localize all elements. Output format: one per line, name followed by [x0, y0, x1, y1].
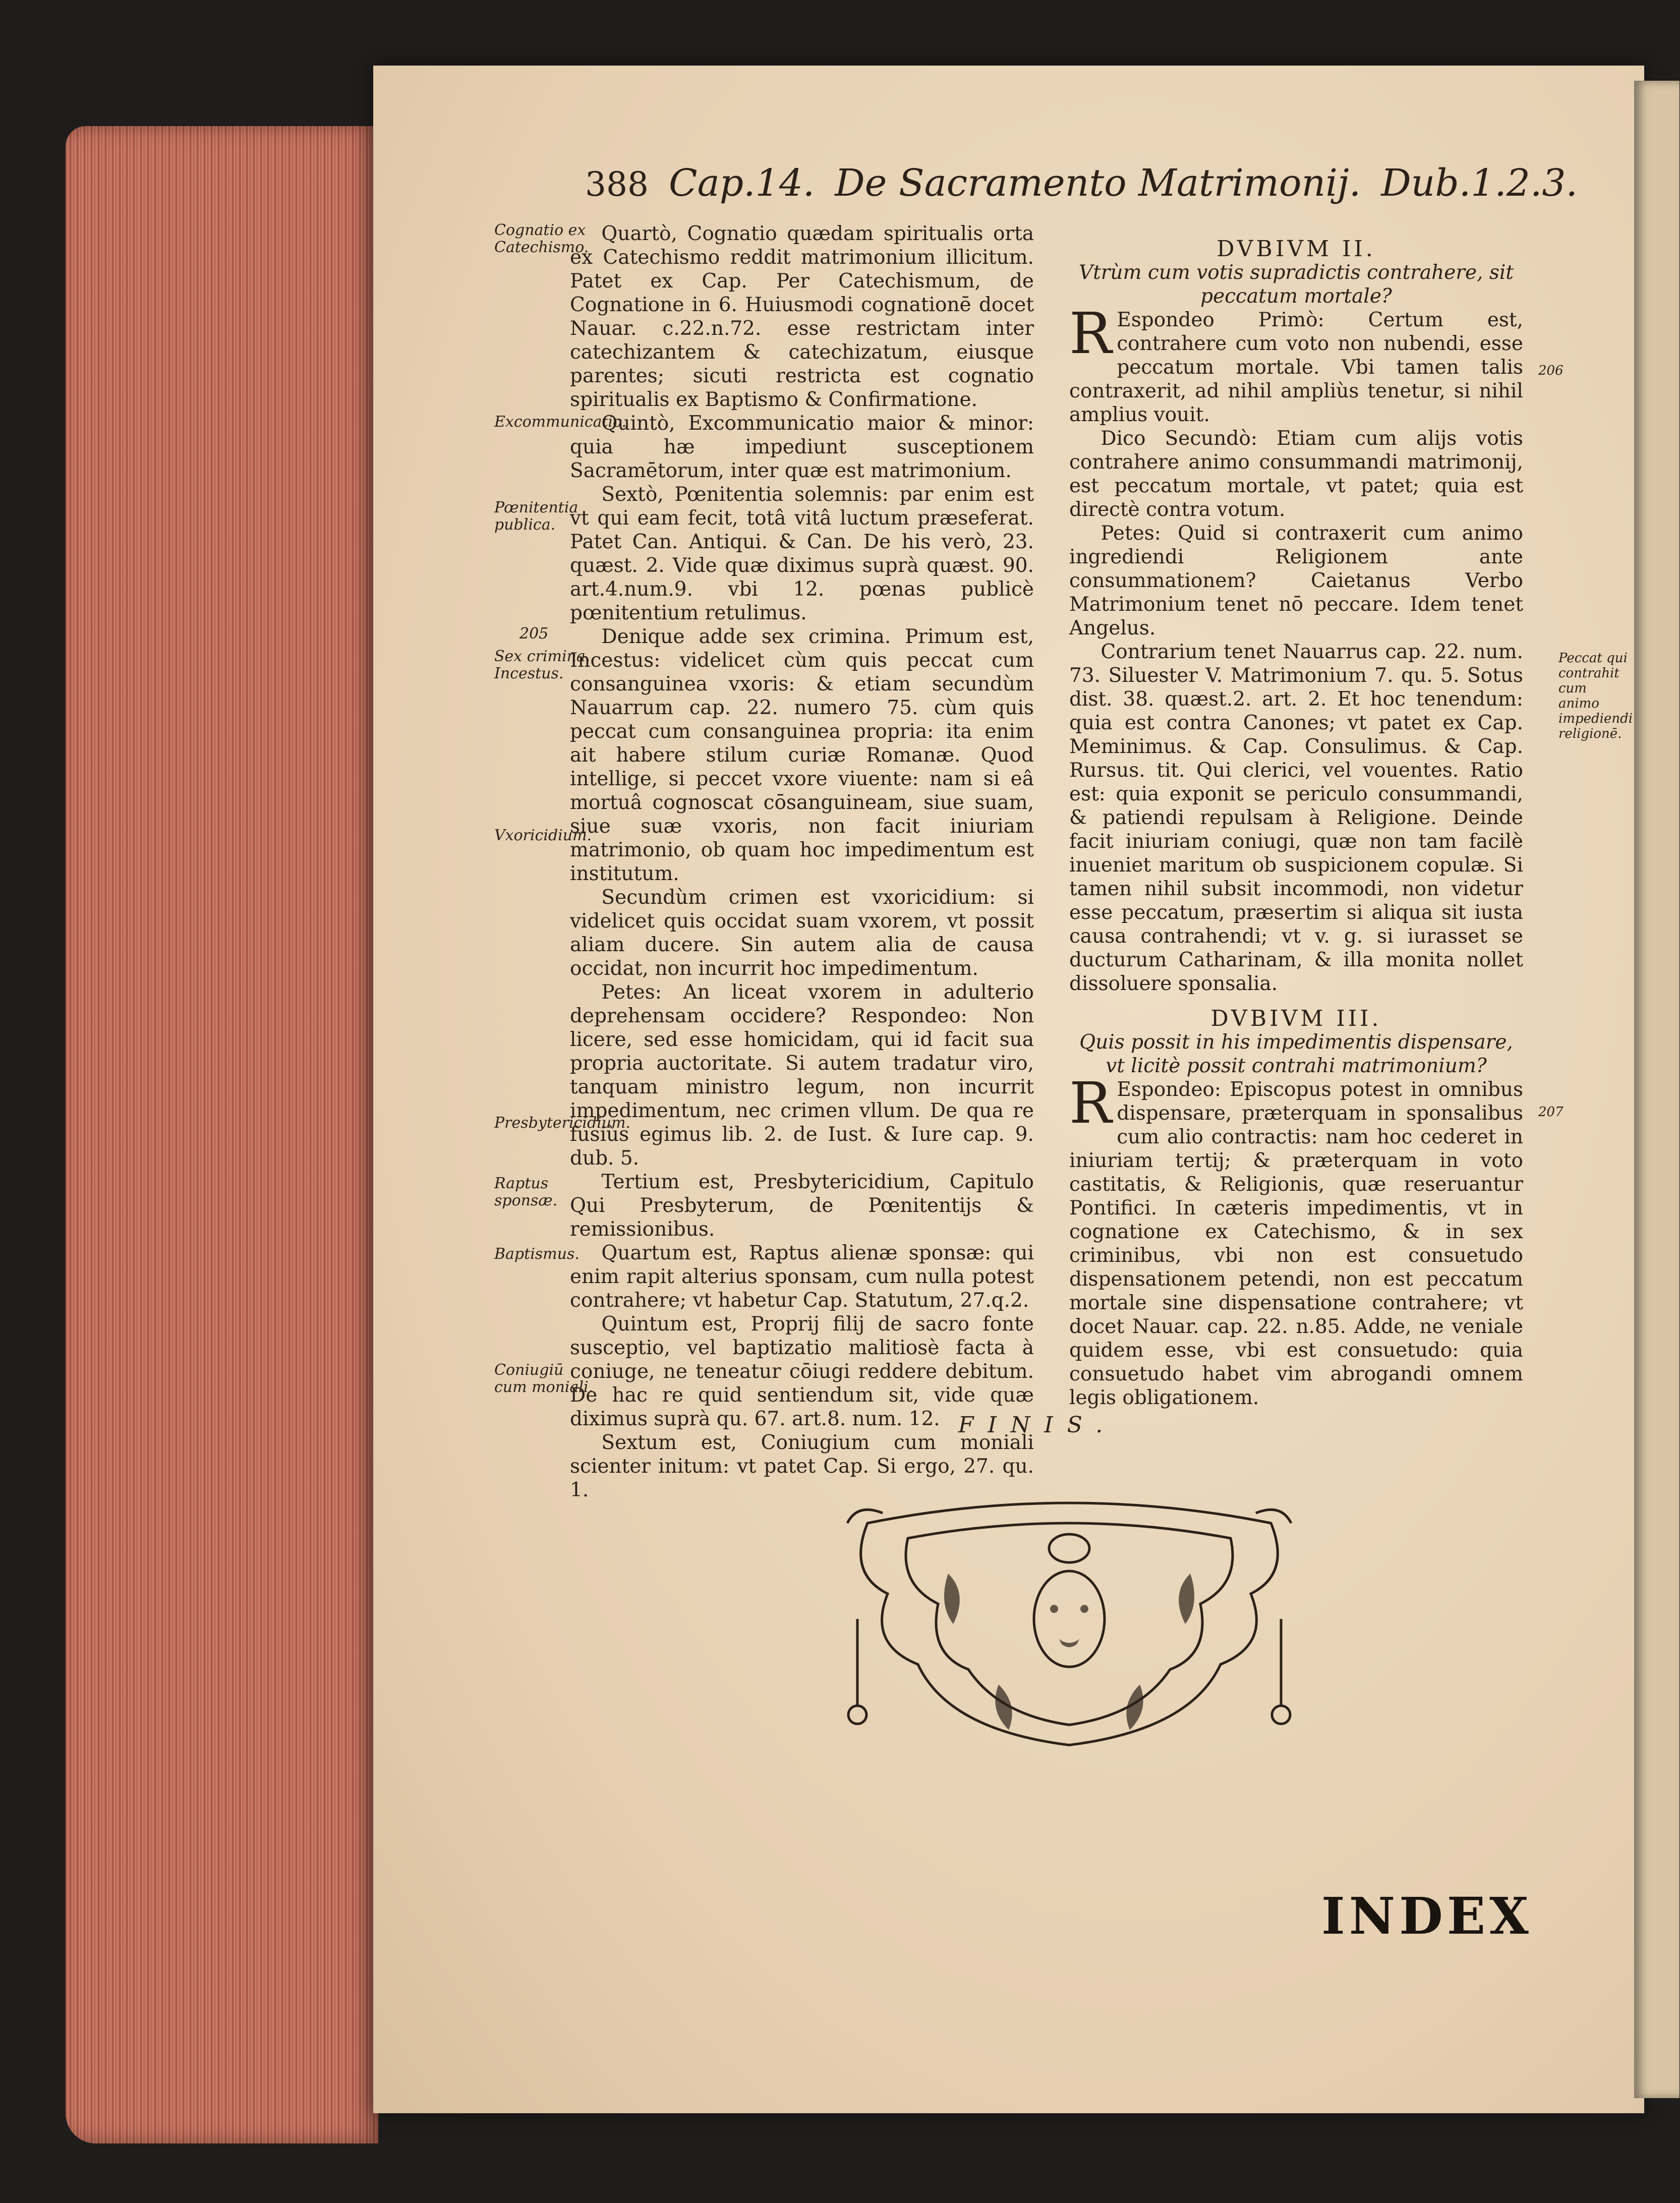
margin-note: Cognatio ex Catechismo.	[494, 221, 589, 256]
paragraph: Dico Secundò: Etiam cum alijs votis contrahere animo consummandi matrimonij, est peccatum mortale, vt patet; quia est directè contra votum.	[1069, 427, 1523, 521]
book-fore-edge	[66, 126, 378, 2143]
paragraph: Tertium est, Presbytericidium, Capitulo Qui Presbyterum, de Pœnitentijs & remissionibus.	[570, 1171, 1034, 1241]
margin-note: Excommunicatio.	[494, 413, 627, 431]
margin-note: Raptus sponsæ.	[494, 1175, 558, 1209]
drop-cap: R	[1069, 301, 1112, 367]
paragraph	[1069, 301, 1523, 427]
margin-note: Presbytericidium.	[494, 1114, 631, 1132]
paragraph: Quartum est, Raptus alienæ sponsæ: qui enim rapit alterius sponsam, cum nulla potest contrahere; vt habetur Cap. Statutum, 27.q.2.	[570, 1242, 1034, 1312]
paragraph: Petes: Quid si contraxerit cum animo ingrediendi Religionem ante consummationem? Caietanus Verbo Matrimonium tenet nō peccare. Idem tenet Angelus.	[1069, 522, 1523, 640]
paragraph: Petes: An liceat vxorem in adulterio deprehensam occidere? Respondeo: Non licere, sed esse homicidam, qui id facit sua propria auctoritate. Si autem tradatur viro, tanquam ministro legum, non incurrit impedimentum, nec crimen vllum. De qua re fusiùs egimus lib. 2. de Iust. & Iure cap. 9. dub. 5.	[570, 981, 1034, 1170]
margin-note: 207	[1538, 1105, 1563, 1120]
paragraph: Quintum est, Proprij filij de sacro fonte susceptio, vel baptizatio malitiosè facta à coniuge, ne teneatur cōiugi reddere debitum. De hac re quid sentiendum sit, vide quæ diximus suprà qu. 67. art.8. num. 12.	[570, 1313, 1034, 1430]
margin-note: Vxoricidium.	[494, 827, 592, 844]
header-title: De Sacramento Matrimonij.	[835, 161, 1361, 205]
finis-mark: FINIS.	[958, 1412, 1117, 1438]
catchword: INDEX	[1321, 1886, 1533, 1946]
paragraph: Quintò, Excommunicatio maior & minor: quia hæ impediunt susceptionem Sacramētorum, inter quæ est matrimonium.	[570, 412, 1034, 482]
margin-note: Peccat qui contrahit cum animo impediendi religionē.	[1558, 651, 1633, 741]
facing-page-edge	[1634, 81, 1679, 2098]
paragraph: Quartò, Cognatio quædam spiritualis orta ex Catechismo reddit matrimonium illicitum. Patet ex Cap. Per Catechismum, de Cognatione in 6. Huiusmodi cognationē docet Nauar. c.22.n.72. esse restrictam inter catechizantem & catechizatum, eiusque parentes; sicuti restricta est cognatio spiritualis ex Baptismo & Confirmatione.	[570, 222, 1034, 411]
margin-note: Sex crimina. Incestus.	[494, 648, 591, 682]
page-number: 388	[585, 165, 649, 204]
paragraph	[1069, 1071, 1523, 1410]
margin-note: Baptismus.	[494, 1245, 580, 1263]
left-text-column	[570, 222, 1034, 1502]
right-text-column	[1069, 237, 1523, 1410]
paragraph: Sextò, Pœnitentia solemnis: par enim est vt qui eam fecit, totâ vitâ luctum præseferat. Patet Can. Antiqui. & Can. De his verò, 23. quæst. 2. Vide quæ diximus suprà quæst. 90. art.4.num.9. vbi 12. pœnas publicè pœnitentium retulimus.	[570, 483, 1034, 624]
dubium-question: Vtrùm cum votis supradictis contrahere, sit peccatum mortale?	[1078, 261, 1514, 308]
dubium-question: Quis possit in his impedimentis dispensare, vt licitè possit contrahi matrimonium?	[1079, 1031, 1513, 1077]
dubium-heading: DVBIVM III.	[1210, 1006, 1382, 1031]
running-header	[585, 161, 1578, 205]
margin-note: 205	[519, 625, 549, 643]
paragraph: Sextum est, Coniugium cum moniali scienter initum: vt patet Cap. Si ergo, 27. qu. 1.	[570, 1431, 1034, 1501]
dubium-heading: DVBIVM II.	[1216, 236, 1376, 262]
margin-note: Pœnitentia publica.	[494, 499, 578, 534]
chapter-label: Cap.14.	[668, 161, 815, 205]
margin-note: Coniugiū cum moniali.	[494, 1361, 594, 1396]
paragraph: Secundùm crimen est vxoricidium: si videlicet quis occidat suam vxorem, vt possit aliam ducere. Sin autem alia de causa occidat, non incurrit hoc impedimentum.	[570, 886, 1034, 980]
margin-note: 206	[1538, 363, 1563, 378]
paragraph: Contrarium tenet Nauarrus cap. 22. num. 73. Siluester V. Matrimonium 7. qu. 5. Sotus dist. 38. quæst.2. art. 2. Et hoc tenendum: quia est contra Canones; vt patet ex Cap. Meminimus. & Cap. Consulimus. & Cap. Rursus. tit. Qui clerici, vel vouentes. Ratio est: quia exponit se periculo consummandi, & patiendi repulsam à Religione. Deinde facit iniuriam coniugi, quæ non tam facilè inueniet maritum ob suspicionem copulæ. Si tamen nihil subsit incommodi, non videtur esse peccatum, præsertim si aliqua sit iusta causa contrahendi; vt v. g. si iurasset se ducturum Catharinam, & illa monita nollet dissoluere sponsalia.	[1069, 641, 1523, 995]
paragraph-text: Espondeo Primò: Certum est, contrahere cum voto non nubendi, esse peccatum mortale. Vbi tamen talis contraxerit, ad nihil ampliùs tenetur, si nihil amplius vouit.	[1069, 309, 1523, 426]
paragraph: Denique adde sex crimina. Primum est, Incestus: videlicet cùm quis peccat cum consanguinea vxoris: & etiam secundùm Nauarrum cap. 22. numero 75. cùm quis peccat cum consanguinea propria: ita enim ait habere stilum curiæ Romanæ. Quod intellige, si peccet vxore viuente: nam si eâ mortuâ cognoscat cōsanguineam, siue suam, siue suæ vxoris, non facit iniuriam matrimonio, ob quam hoc impedimentum est institutum.	[570, 625, 1034, 885]
paragraph-text: Espondeo: Episcopus potest in omnibus dispensare, præterquam in sponsalibus cum alio contractis: nam hoc cederet in iniuriam tertij; & præterquam in voto castitatis, & Religionis, quæ reseruantur Pontifici. In cæteris impedimentis, vt in cognatione ex Catechismo, & in sex criminibus, vbi non est consuetudo dispensationem petendi, non est peccatum mortale sine dispensatione contrahere; vt docet Nauar. cap. 22. n.85. Adde, ne veniale quidem esse, vbi est consuetudo: quia consuetudo habet vim abrogandi omnem legis obligationem.	[1069, 1078, 1523, 1409]
drop-cap: R	[1069, 1071, 1112, 1136]
dubium-reference: Dub.1.2.3.	[1381, 161, 1578, 205]
woodcut-ornament	[837, 1493, 1301, 1755]
